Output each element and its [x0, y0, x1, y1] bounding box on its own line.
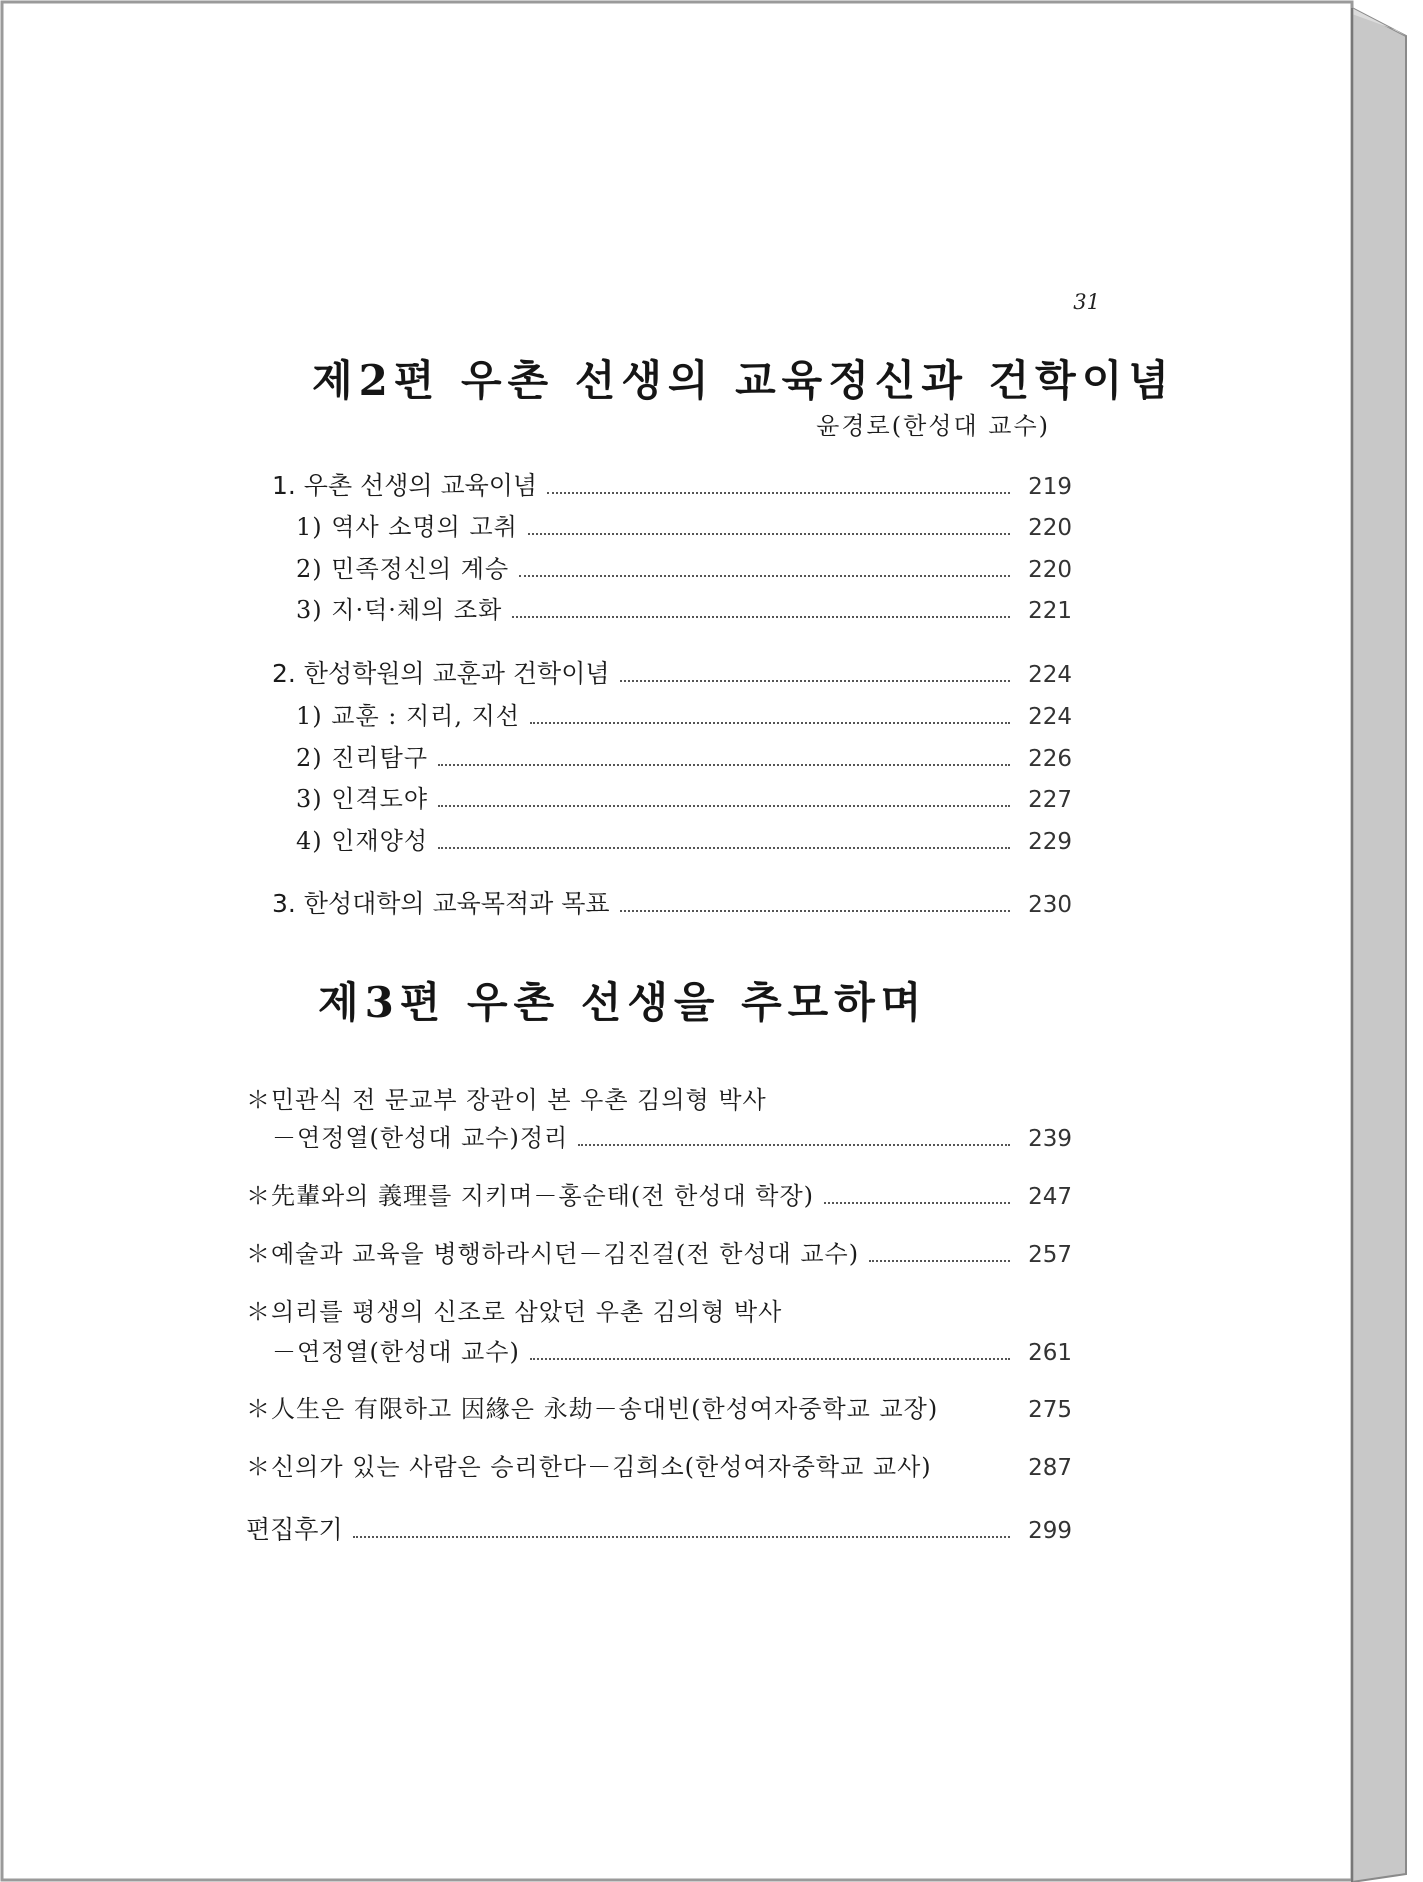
dot-leader [512, 616, 1010, 618]
toc-entry-label: 4) 인재양성 [296, 827, 428, 855]
toc-entry-page: 220 [1028, 557, 1072, 583]
page-number: 31 [1073, 290, 1100, 314]
dot-leader [578, 1144, 1010, 1146]
toc-entry [246, 1510, 1072, 1546]
toc-entry [272, 884, 1072, 920]
toc-entry [296, 507, 1072, 543]
toc-entry [272, 1118, 1072, 1154]
toc-entry-label: 1) 교훈 : 지리, 지선 [296, 702, 520, 730]
toc-entry [272, 654, 1072, 690]
toc-entry-page: 257 [1028, 1242, 1072, 1268]
toc-entry-label: －연정열(한성대 교수) [272, 1338, 520, 1366]
part3-title: 제3편 우촌 선생을 추모하며 [318, 978, 928, 1027]
toc-entry-page: 239 [1028, 1126, 1072, 1152]
book-side-edge [1352, 8, 1406, 1882]
toc-entry [272, 1332, 1072, 1368]
toc-entry-label: ＊신의가 있는 사람은 승리한다－김희소(한성여자중학교 교사) [246, 1453, 932, 1481]
toc-entry [296, 779, 1072, 815]
dot-leader [620, 910, 1011, 912]
toc-entry-page: 229 [1028, 829, 1072, 855]
dot-leader [438, 764, 1010, 766]
toc-entry-label: 3. 한성대학의 교육목적과 목표 [272, 889, 610, 918]
dot-leader [942, 1473, 1010, 1475]
dot-leader [824, 1202, 1010, 1204]
toc-entry-label: 2) 민족정신의 계승 [296, 555, 510, 583]
toc-entry-label: 3) 지·덕·체의 조화 [296, 596, 503, 624]
toc-entry-page: 220 [1028, 515, 1072, 541]
toc-entry-page: 287 [1028, 1455, 1072, 1481]
toc-entry-page: 227 [1028, 787, 1072, 813]
toc-entry-line1: ＊민관식 전 문교부 장관이 본 우촌 김의형 박사 [246, 1086, 767, 1114]
toc-entry-line1: ＊의리를 평생의 신조로 삼았던 우촌 김의형 박사 [246, 1298, 783, 1326]
toc-entry-page: 221 [1028, 598, 1072, 624]
toc-entry-page: 219 [1028, 474, 1072, 500]
dot-leader [519, 575, 1010, 577]
dot-leader [620, 680, 1011, 682]
dot-leader [948, 1415, 1010, 1417]
dot-leader [530, 1358, 1010, 1360]
toc-entry-label: ＊예술과 교육을 병행하라시던－김진걸(전 한성대 교수) [246, 1240, 860, 1268]
toc-entry-label: 편집후기 [246, 1515, 343, 1544]
dot-leader [869, 1260, 1010, 1262]
toc-entry-page: 230 [1028, 892, 1072, 918]
toc-entry [246, 1389, 1072, 1425]
toc-entry [246, 1176, 1072, 1212]
dot-leader [528, 533, 1010, 535]
toc-entry [246, 1447, 1072, 1483]
toc-entry [296, 821, 1072, 857]
dot-leader [547, 492, 1010, 494]
toc-entry-page: 261 [1028, 1340, 1072, 1366]
toc-entry-page: 224 [1028, 704, 1072, 730]
toc-entry-label: 3) 인격도야 [296, 785, 428, 813]
toc-entry-label: 1. 우촌 선생의 교육이념 [272, 471, 538, 500]
part2-author: 윤경로(한성대 교수) [816, 412, 1050, 440]
toc-entry [296, 549, 1072, 585]
toc-entry [296, 590, 1072, 626]
toc-entry-label: ＊先輩와의 義理를 지키며－홍순태(전 한성대 학장) [246, 1182, 815, 1210]
toc-entry-page: 224 [1028, 662, 1072, 688]
toc-entry-page: 226 [1028, 746, 1072, 772]
toc-entry [296, 738, 1072, 774]
toc-entry-label: 1) 역사 소명의 고취 [296, 513, 518, 541]
part2-title: 제2편 우촌 선생의 교육정신과 건학이념 [312, 356, 1175, 405]
dot-leader [438, 847, 1010, 849]
toc-entry-page: 247 [1028, 1184, 1072, 1210]
toc-entry-page: 299 [1028, 1518, 1072, 1544]
dot-leader [438, 805, 1010, 807]
toc-entry-label: －연정열(한성대 교수)정리 [272, 1124, 569, 1152]
dot-leader [530, 722, 1010, 724]
page-border [2, 2, 1352, 1880]
toc-entry [272, 466, 1072, 502]
dot-leader [353, 1536, 1010, 1538]
toc-entry-label: 2. 한성학원의 교훈과 건학이념 [272, 659, 610, 688]
toc-entry [296, 696, 1072, 732]
toc-entry-label: 2) 진리탐구 [296, 744, 428, 772]
toc-entry-page: 275 [1028, 1397, 1072, 1423]
toc-entry-label: ＊人生은 有限하고 因緣은 永劫－송대빈(한성여자중학교 교장) [246, 1395, 939, 1423]
toc-entry [246, 1234, 1072, 1270]
